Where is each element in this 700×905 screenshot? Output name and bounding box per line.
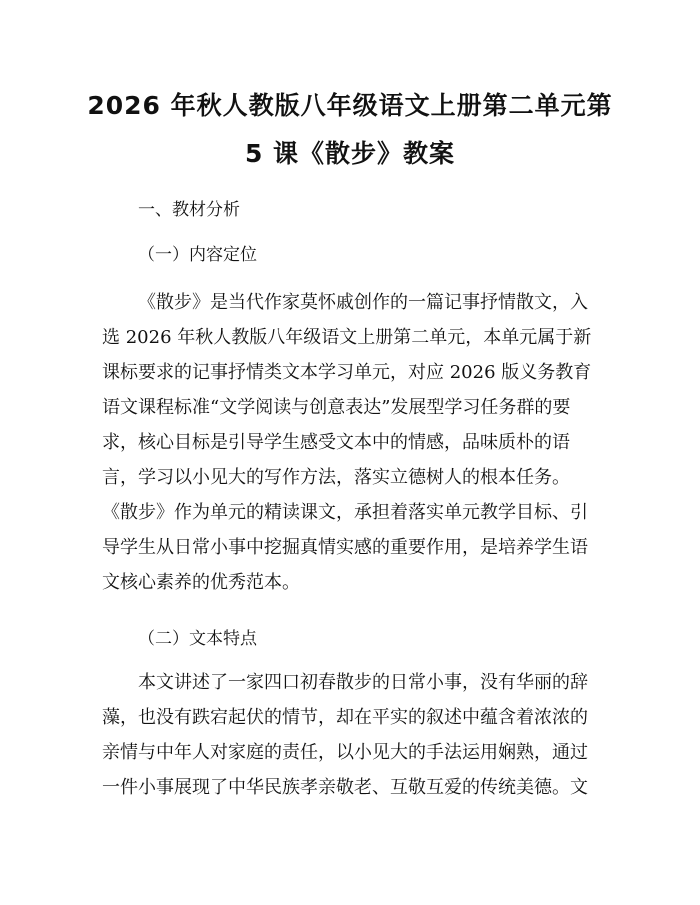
section-heading-textbook-analysis: 一、教材分析 xyxy=(138,200,240,220)
paragraph-line: 语文课程标准“文学阅读与创意表达”发展型学习任务群的要 xyxy=(102,397,571,418)
document-title-line-1: 2026 年秋人教版八年级语文上册第二单元第 xyxy=(87,91,613,120)
subsection-heading-text-features: （二）文本特点 xyxy=(138,629,257,649)
document-title-line-2: 5 课《散步》教案 xyxy=(244,139,456,168)
subsection-heading-content-positioning: （一）内容定位 xyxy=(138,245,257,265)
paragraph-line: 藻，也没有跌宕起伏的情节，却在平实的叙述中蕴含着浓浓的 xyxy=(102,707,588,728)
paragraph-line: 亲情与中年人对家庭的责任，以小见大的手法运用娴熟，通过 xyxy=(102,742,588,763)
paragraph-line: 求，核心目标是引导学生感受文本中的情感，品味质朴的语 xyxy=(102,432,570,453)
paragraph-line: 导学生从日常小事中挖掘真情实感的重要作用，是培养学生语 xyxy=(102,537,588,558)
paragraph-line: 《散步》是当代作家莫怀戚创作的一篇记事抒情散文，入 xyxy=(138,292,588,313)
paragraph-line: 一件小事展现了中华民族孝亲敬老、互敬互爱的传统美德。文 xyxy=(102,777,588,798)
paragraph-line: 文核心素养的优秀范本。 xyxy=(102,572,300,593)
paragraph-line: 课标要求的记事抒情类文本学习单元，对应 2026 版义务教育 xyxy=(102,362,592,383)
paragraph-line: 言，学习以小见大的写作方法，落实立德树人的根本任务。 xyxy=(102,467,570,488)
paragraph-line: 本文讲述了一家四口初春散步的日常小事，没有华丽的辞 xyxy=(138,672,588,693)
paragraph-line: 《散步》作为单元的精读课文，承担着落实单元教学目标、引 xyxy=(102,502,588,523)
paragraph-line: 选 2026 年秋人教版八年级语文上册第二单元，本单元属于新 xyxy=(102,327,592,348)
